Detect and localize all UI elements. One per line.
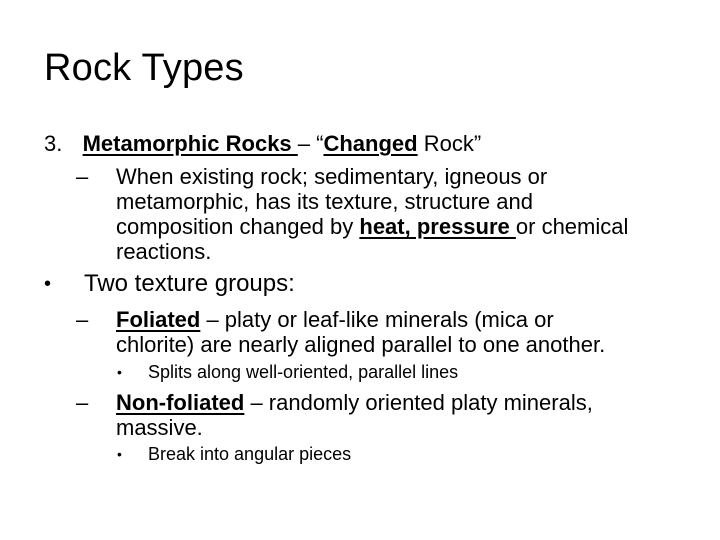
foliated-line-1-rest: – platy or leaf-like minerals (mica or [200,307,554,332]
definition-line-3-tail: or chemical [515,214,629,239]
nonfoliated-line-2: massive. [116,415,203,440]
definition-line-2: metamorphic, has its texture, structure and [116,189,533,214]
nonfoliated-sub-bullet: • [117,446,122,462]
section-heading [44,131,481,156]
definition-dash: – [76,164,89,189]
section-number: 3. [44,131,63,156]
section-changed: Changed [323,131,418,156]
foliated-sub-item: Splits along well-oriented, parallel lines [148,362,459,382]
definition-line-4: reactions. [116,239,212,264]
nonfoliated-line-1-rest: – randomly oriented platy minerals, [244,390,593,415]
nonfoliated-term: Non-foliated [116,390,245,415]
section-quote-open: “ [316,131,324,156]
foliated-sub-bullet: • [117,364,122,380]
definition-line-3 [116,214,628,239]
foliated-dash: – [76,307,89,332]
foliated-line-2: chlorite) are nearly aligned parallel to one another. [116,332,606,357]
nonfoliated-sub-item: Break into angular pieces [148,444,352,464]
foliated-term: Foliated [116,307,201,332]
slide-title: Rock Types [44,47,244,89]
texture-bullet: • [44,273,52,295]
texture-heading: Two texture groups: [84,270,295,297]
section-dash: – [297,131,311,156]
definition-line-1: When existing rock; sedimentary, igneous or [116,164,548,189]
section-title: Metamorphic Rocks [82,131,298,156]
nonfoliated-line-1 [116,390,593,415]
foliated-line-1 [116,307,554,332]
definition-highlight: heat, pressure [359,214,516,239]
nonfoliated-dash: – [76,390,89,415]
definition-line-3-start: composition changed by [116,214,360,239]
section-quote-rest: Rock” [417,131,482,156]
